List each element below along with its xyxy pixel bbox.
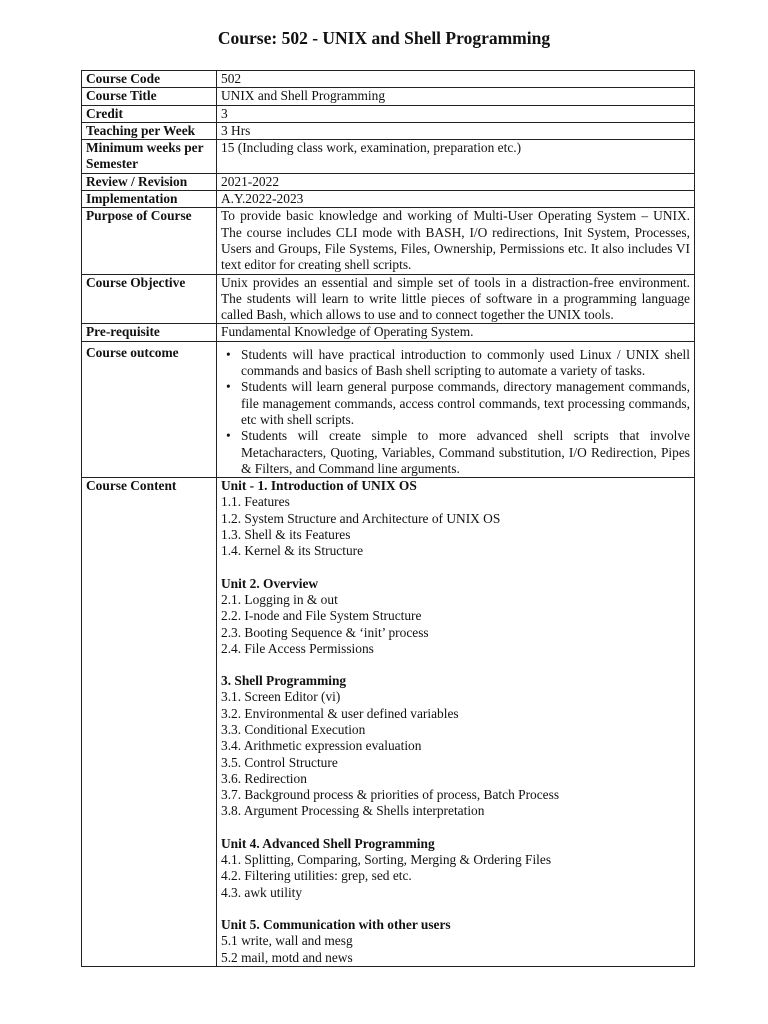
prerequisite-label: Pre-requisite xyxy=(82,324,217,341)
unit-1 xyxy=(221,478,690,559)
table-row xyxy=(82,105,695,122)
unit-3 xyxy=(221,673,690,820)
prerequisite-value: Fundamental Knowledge of Operating System. xyxy=(217,324,695,341)
topic-item: 1.1. Features xyxy=(221,494,290,510)
credit-label: Credit xyxy=(82,105,217,122)
unit-5 xyxy=(221,917,690,966)
teaching-label: Teaching per Week xyxy=(82,122,217,139)
outcome-label: Course outcome xyxy=(82,341,217,477)
topic-item: 3.7. Background process & priorities of process, Batch Process xyxy=(221,787,560,803)
table-row xyxy=(82,173,695,190)
min-weeks-label: Minimum weeks per Semester xyxy=(82,140,217,174)
topic-item: 2.4. File Access Permissions xyxy=(221,640,374,656)
topic-item: 2.1. Logging in & out xyxy=(221,591,338,607)
topic-item: 1.3. Shell & its Features xyxy=(221,527,351,543)
objective-value: Unix provides an essential and simple set of tools in a distraction-free environment. The students will learn to write little pieces of software in a programming language called Bash, which allows to use and to connect together the UNIX tools. xyxy=(217,274,695,324)
list-item: • Students will create simple to more advanced shell scripts that involve Metacharacters, Quoting, Variables, Command substitution, I/O Redirection, Pipes & Filters, and Command line arguments. xyxy=(241,428,690,477)
topic-item: 3.6. Redirection xyxy=(221,770,307,786)
course-title-value: UNIX and Shell Programming xyxy=(217,88,695,105)
topic-item: 3.2. Environmental & user defined variables xyxy=(221,705,459,721)
unit-title: Unit - 1. Introduction of UNIX OS xyxy=(221,478,417,494)
unit-4 xyxy=(221,836,690,901)
list-item: • Students will have practical introduction to commonly used Linux / UNIX shell commands and basics of Bash shell scripting to automate a variety of tasks. xyxy=(241,347,690,380)
table-row xyxy=(82,122,695,139)
page-title: Course: 502 - UNIX and Shell Programming xyxy=(217,28,551,48)
credit-value: 3 xyxy=(217,105,695,122)
teaching-value: 3 Hrs xyxy=(217,122,695,139)
topic-item: 1.2. System Structure and Architecture of UNIX OS xyxy=(221,510,501,526)
topic-item: 3.5. Control Structure xyxy=(221,754,338,770)
list-item: • Students will learn general purpose commands, directory management commands, file management commands, access control commands, text processing commands, etc with shell scripts. xyxy=(241,379,690,428)
min-weeks-value: 15 (Including class work, examination, preparation etc.) xyxy=(217,140,695,174)
implementation-label: Implementation xyxy=(82,191,217,208)
purpose-value: To provide basic knowledge and working of Multi-User Operating System – UNIX. The course includes CLI mode with BASH, I/O redirections, Init System, Processes, Users and Groups, File Systems, Files, Ownership, Permissions etc. It also includes VI text editor for creating shell scripts. xyxy=(217,208,695,274)
table-row xyxy=(82,191,695,208)
content-value xyxy=(217,478,695,967)
topic-item: 3.4. Arithmetic expression evaluation xyxy=(221,738,422,754)
unit-title: Unit 5. Communication with other users xyxy=(221,916,451,932)
topic-item: 4.2. Filtering utilities: grep, sed etc. xyxy=(221,868,412,884)
topic-item: 5.1 write, wall and mesg xyxy=(221,933,353,949)
topic-item: 5.2 mail, motd and news xyxy=(221,949,353,965)
topic-item: 2.3. Booting Sequence & ‘init’ process xyxy=(221,624,429,640)
implementation-value: A.Y.2022-2023 xyxy=(217,191,695,208)
table-row xyxy=(82,324,695,341)
topic-item: 3.3. Conditional Execution xyxy=(221,721,366,737)
table-row xyxy=(82,140,695,174)
topic-item: 1.4. Kernel & its Structure xyxy=(221,543,364,559)
unit-title: 3. Shell Programming xyxy=(221,673,347,689)
topic-item: 3.8. Argument Processing & Shells interpretation xyxy=(221,803,485,819)
course-title-label: Course Title xyxy=(82,88,217,105)
outcome-list xyxy=(221,347,690,477)
unit-title: Unit 2. Overview xyxy=(221,575,319,591)
review-value: 2021-2022 xyxy=(217,173,695,190)
unit-2 xyxy=(221,576,690,657)
course-details-table xyxy=(81,70,695,967)
topic-item: 4.1. Splitting, Comparing, Sorting, Merging & Ordering Files xyxy=(221,852,552,868)
table-row xyxy=(82,478,695,967)
course-code-label: Course Code xyxy=(82,71,217,88)
review-label: Review / Revision xyxy=(82,173,217,190)
table-row xyxy=(82,274,695,324)
course-code-value: 502 xyxy=(217,71,695,88)
topic-item: 4.3. awk utility xyxy=(221,884,303,900)
table-row xyxy=(82,341,695,477)
unit-title: Unit 4. Advanced Shell Programming xyxy=(221,835,435,851)
purpose-label: Purpose of Course xyxy=(82,208,217,274)
table-row xyxy=(82,71,695,88)
outcome-value xyxy=(217,341,695,477)
topic-item: 3.1. Screen Editor (vi) xyxy=(221,689,341,705)
table-row xyxy=(82,208,695,274)
objective-label: Course Objective xyxy=(82,274,217,324)
content-label: Course Content xyxy=(82,478,217,967)
topic-item: 2.2. I-node and File System Structure xyxy=(221,608,422,624)
table-row xyxy=(82,88,695,105)
